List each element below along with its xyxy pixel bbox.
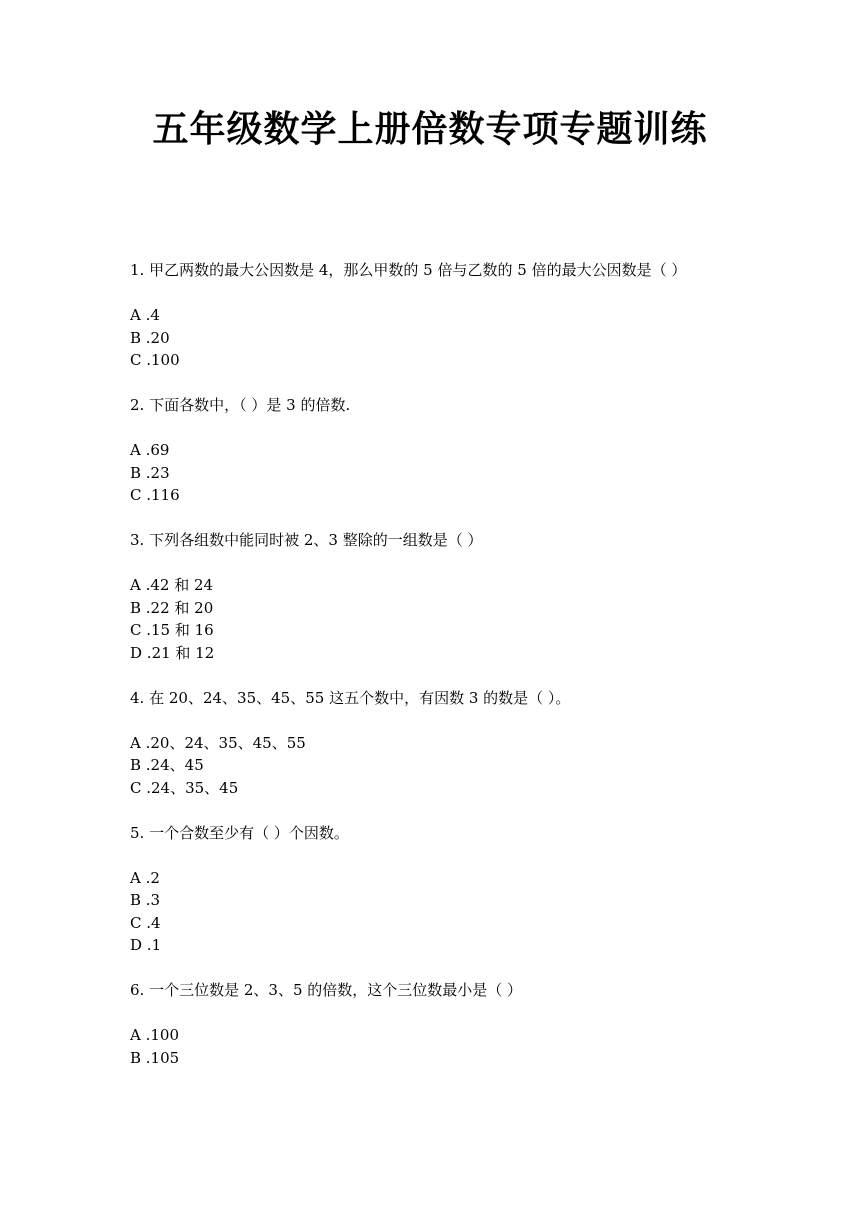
question-number: 2. [130,396,145,414]
question-number: 1. [130,261,145,279]
option-b: B .3 [130,891,161,909]
question-stem [130,687,740,710]
option-c: C .116 [130,486,180,504]
question-stem [130,822,740,845]
question-stem [130,394,740,417]
question-2 [130,394,740,507]
option-b: B .22 和 20 [130,598,214,617]
question-4 [130,687,740,800]
option-d: D .21 和 12 [130,643,215,662]
option-a: A .2 [130,868,160,887]
option-c: C .100 [130,351,180,369]
question-text: 甲乙两数的最大公因数是 4，那么甲数的 5 倍与乙数的 5 倍的最大公因数是（ ） [149,261,687,279]
question-stem [130,979,740,1002]
question-5 [130,822,740,957]
question-stem [130,529,740,552]
option-list [130,439,740,507]
question-6 [130,979,740,1069]
option-list [130,867,740,957]
option-c: C .15 和 16 [130,621,214,639]
question-text: 一个三位数是 2、3、5 的倍数，这个三位数最小是（ ） [149,981,523,999]
question-number: 3. [130,531,145,549]
question-number: 6. [130,981,145,999]
option-a: A .20、24、35、45、55 [130,733,306,752]
option-d: D .1 [130,936,162,954]
question-1 [130,259,740,372]
question-text: 下面各数中，（ ）是 3 的倍数. [149,396,351,414]
option-b: B .23 [130,463,170,482]
option-c: C .4 [130,913,161,932]
option-a: A .100 [130,1026,179,1044]
question-text: 下列各组数中能同时被 2、3 整除的一组数是（ ） [149,531,483,549]
option-a: A .4 [130,306,160,324]
question-text: 一个合数至少有（ ）个因数。 [149,823,349,842]
question-number: 4. [130,688,145,707]
question-3 [130,529,740,664]
option-a: A .42 和 24 [130,576,214,594]
document-title: 五年级数学上册倍数专项专题训练 [152,109,708,150]
question-text: 在 20、24、35、45、55 这五个数中，有因数 3 的数是（ ）。 [149,688,571,707]
option-b: B .20 [130,328,170,347]
question-list [130,259,740,1092]
option-list [130,1024,740,1069]
option-list [130,574,740,664]
option-a: A .69 [130,441,170,459]
option-b: B .24、45 [130,756,204,774]
option-c: C .24、35、45 [130,778,239,797]
question-number: 5. [130,823,145,842]
option-list [130,732,740,800]
option-b: B .105 [130,1048,180,1067]
option-list [130,304,740,372]
question-stem [130,259,740,282]
